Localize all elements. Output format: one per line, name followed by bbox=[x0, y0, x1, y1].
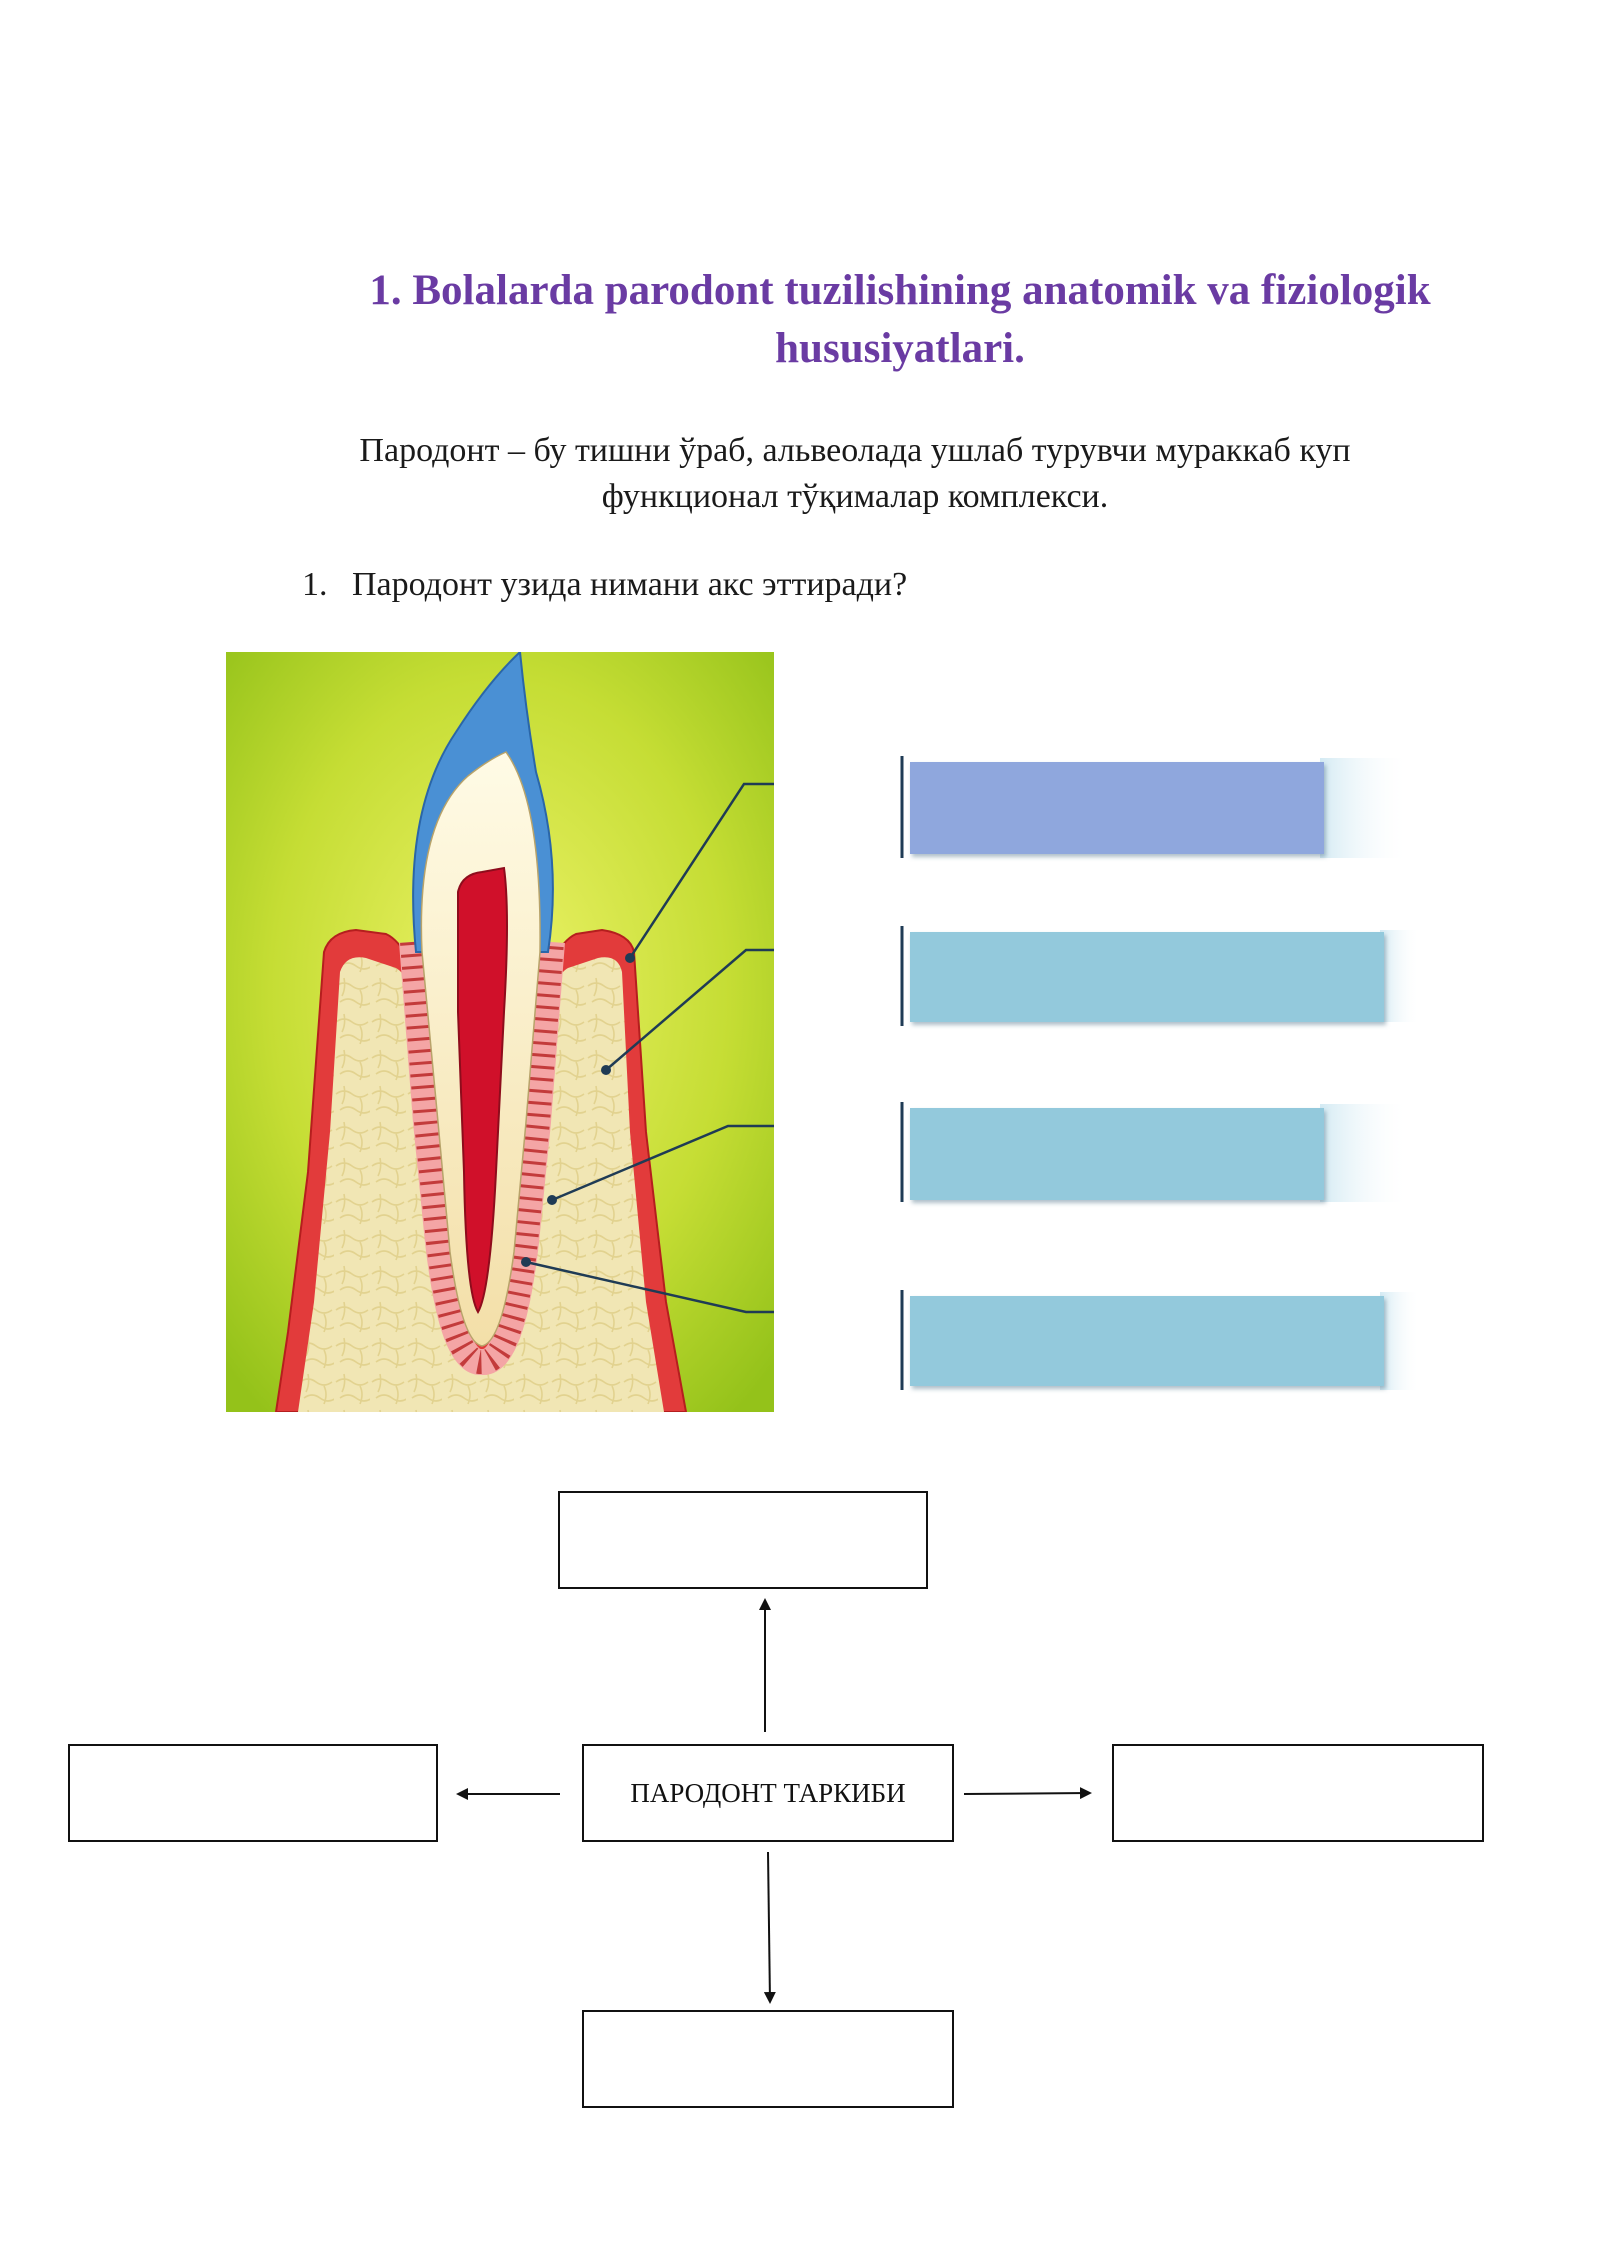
arrow-down bbox=[768, 1852, 770, 2002]
flowchart-box-bottom[interactable] bbox=[582, 2010, 954, 2108]
flowchart-center-box: ПАРОДОНТ ТАРКИБИ bbox=[582, 1744, 954, 1842]
heading-line-2: hususiyatlari. bbox=[775, 325, 1025, 372]
flowchart-box-left[interactable] bbox=[68, 1744, 438, 1842]
flowchart-box-top[interactable] bbox=[558, 1491, 928, 1589]
flowchart-box-right[interactable] bbox=[1112, 1744, 1484, 1842]
arrow-right bbox=[964, 1793, 1090, 1794]
heading-line-1: 1. Bolalarda parodont tuzilishining anatomik va fiziologik bbox=[369, 267, 1431, 314]
definition-line-2: функционал тўқималар комплекси. bbox=[601, 478, 1109, 515]
question-text: Пародонт узида нимани акс эттиради? bbox=[352, 566, 908, 603]
definition-line-1: Пародонт – бу тишни ўраб, альвеолада ушлаб турувчи мураккаб куп bbox=[359, 432, 1351, 469]
question-number: 1. bbox=[302, 566, 328, 603]
